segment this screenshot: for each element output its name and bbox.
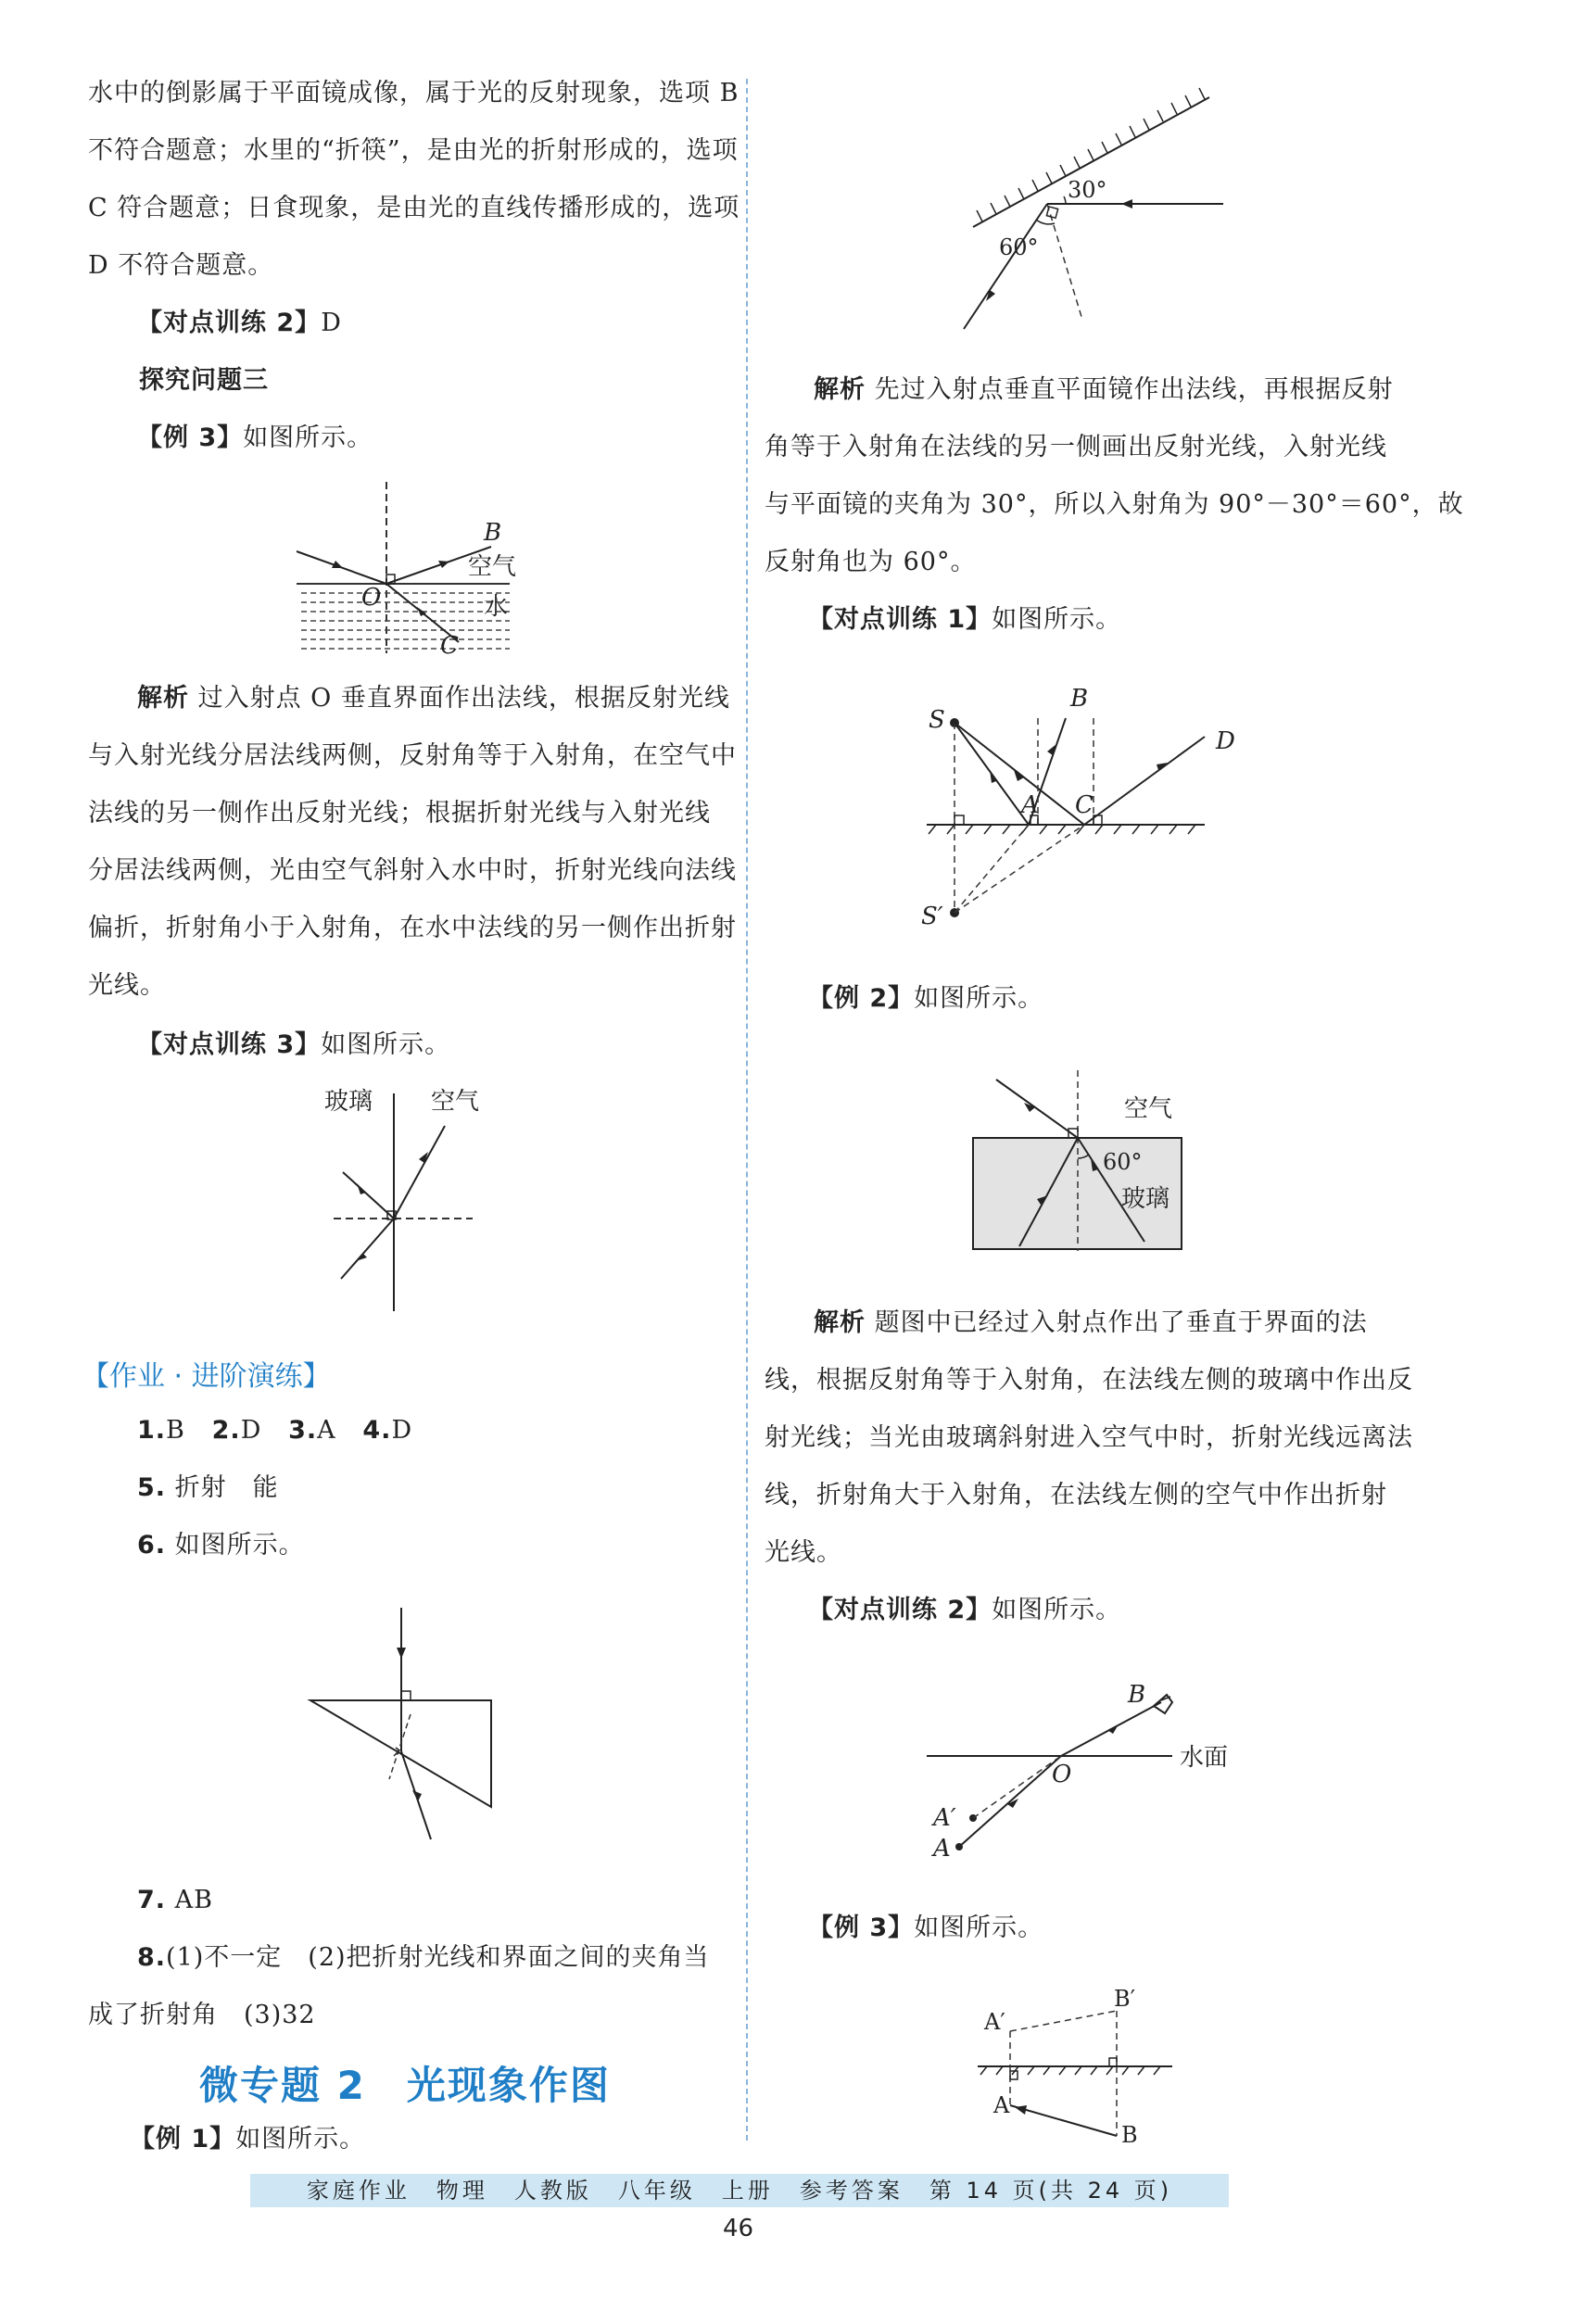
label-c: C	[440, 632, 459, 660]
analysis-3-line: 射光线；当光由玻璃斜射进入空气中时，折射光线远离法	[765, 1423, 1413, 1452]
label-o: O	[361, 584, 382, 612]
figure-mirror-reflection	[955, 88, 1251, 338]
label-c: C	[1075, 791, 1094, 819]
example-label: 【例 3】	[137, 423, 244, 452]
label-air: 空气	[1124, 1095, 1173, 1123]
figure-mirror-image-ab	[973, 1983, 1186, 2150]
label-60-degrees: 60°	[1103, 1149, 1143, 1175]
practice-1-heading	[808, 605, 1121, 635]
label-a: A	[1021, 791, 1039, 819]
answer-8-continued: 成了折射角 (3)32	[88, 2001, 316, 2029]
analysis-1-line: 与入射光线分居法线两侧，反射角等于入射角，在空气中	[88, 741, 737, 770]
paragraph-line: D 不符合题意。	[88, 251, 274, 280]
label-b: B	[1128, 1681, 1146, 1709]
analysis-2-line: 角等于入射角在法线的另一侧画出反射光线，入射光线	[765, 433, 1387, 461]
answer-text: D	[321, 309, 342, 337]
label-a-prime: A′	[984, 2009, 1005, 2035]
example-label: 【例 1】	[130, 2125, 236, 2153]
practice-text: 如图所示。	[992, 605, 1122, 634]
answer-7	[137, 1886, 213, 1915]
analysis-text: 先过入射点垂直平面镜作出法线，再根据反射	[874, 375, 1394, 404]
figure-glass-block-refraction	[968, 1066, 1200, 1260]
practice-2-heading	[808, 1596, 1121, 1625]
label-a: A	[993, 2092, 1010, 2118]
analysis-2-line: 与平面镜的夹角为 30°，所以入射角为 90°－30°＝60°，故	[765, 490, 1464, 519]
example-1-heading	[130, 2125, 365, 2154]
label-s: S	[929, 706, 945, 734]
label-glass: 玻璃	[1121, 1185, 1170, 1213]
paragraph-line: 不符合题意；水里的“折筷”，是由光的折射形成的，选项	[88, 136, 739, 165]
example-text: 如图所示。	[914, 1914, 1044, 1942]
label-d: D	[1216, 727, 1235, 755]
analysis-1-line: 分居法线两侧，光由空气斜射入水中时，折射光线向法线	[88, 856, 737, 885]
example-text: 如图所示。	[914, 984, 1044, 1013]
analysis-2-line	[814, 375, 1394, 405]
answer-value: 折射 能	[174, 1473, 279, 1502]
practice-2-answer	[137, 309, 342, 338]
answer-value: D	[240, 1416, 262, 1445]
answers-row	[137, 1416, 412, 1446]
page-number: 46	[723, 2215, 754, 2242]
analysis-3-line: 光线。	[765, 1538, 842, 1567]
paragraph-line: 水中的倒影属于平面镜成像，属于光的反射现象，选项 B	[88, 79, 740, 107]
analysis-label: 解析	[137, 684, 189, 713]
figure-triangle-prism	[301, 1603, 514, 1844]
label-30-degrees: 30°	[1068, 177, 1107, 203]
practice-label: 【对点训练 3】	[137, 1030, 322, 1059]
practice-text: 如图所示。	[321, 1030, 451, 1059]
figure-water-surface-refraction	[922, 1673, 1256, 1872]
special-topic-title: 微专题 2 光现象作图	[199, 2063, 611, 2108]
answer-value: AB	[174, 1886, 213, 1914]
label-air: 空气	[431, 1088, 480, 1116]
homework-section-title: 【作业 · 进阶演练】	[82, 1360, 331, 1393]
practice-label: 【对点训练 1】	[808, 605, 992, 634]
label-b: B	[484, 519, 502, 547]
label-o: O	[1052, 1761, 1072, 1788]
label-60-degrees: 60°	[999, 234, 1039, 260]
example-2-heading	[808, 984, 1043, 1014]
label-b: B	[1070, 685, 1089, 713]
answer-5	[137, 1473, 279, 1503]
label-a: A	[933, 1835, 951, 1863]
label-water: 水	[484, 593, 509, 621]
practice-label: 【对点训练 2】	[137, 309, 322, 337]
label-water-surface: 水面	[1180, 1744, 1229, 1772]
answer-number: 5.	[137, 1473, 167, 1502]
example-label: 【例 2】	[808, 984, 915, 1013]
section-heading: 探究问题三	[139, 366, 269, 395]
answer-value: D	[391, 1416, 413, 1445]
figure-glass-air-refraction	[315, 1080, 500, 1320]
answer-number: 8.	[137, 1943, 167, 1972]
analysis-1-line: 光线。	[88, 971, 166, 1000]
practice-label: 【对点训练 2】	[808, 1596, 992, 1624]
analysis-label: 解析	[814, 375, 866, 404]
analysis-1-line: 偏折，折射角小于入射角，在水中法线的另一侧作出折射	[88, 914, 737, 942]
analysis-3-line: 线，折射角大于入射角，在法线左侧的空气中作出折射	[765, 1481, 1387, 1509]
label-b: B	[1121, 2122, 1138, 2148]
paragraph-line: C 符合题意；日食现象，是由光的直线传播形成的，选项	[88, 194, 740, 222]
practice-3-heading	[137, 1030, 450, 1060]
answer-value: A	[317, 1416, 336, 1445]
answer-value: 如图所示。	[174, 1531, 305, 1560]
answer-number: 6.	[137, 1531, 167, 1560]
example-label: 【例 3】	[808, 1914, 915, 1942]
answer-8	[137, 1943, 710, 1973]
answer-number: 3.	[288, 1416, 318, 1445]
analysis-1-line	[137, 684, 730, 714]
analysis-2-line: 反射角也为 60°。	[765, 548, 977, 576]
answer-value: B	[166, 1416, 185, 1445]
label-glass: 玻璃	[324, 1088, 373, 1116]
analysis-1-line: 法线的另一侧作出反射光线；根据折射光线与入射光线	[88, 799, 711, 827]
analysis-3-line: 线，根据反射角等于入射角，在法线左侧的玻璃中作出反	[765, 1366, 1413, 1395]
answer-number: 1.	[137, 1416, 167, 1445]
answer-number: 7.	[137, 1886, 167, 1914]
analysis-text: 题图中已经过入射点作出了垂直于界面的法	[874, 1308, 1368, 1337]
answer-number: 2.	[211, 1416, 241, 1445]
analysis-text: 过入射点 O 垂直界面作出法线，根据反射光线	[197, 684, 730, 713]
example-3-heading-right	[808, 1914, 1043, 1943]
example-3-heading	[137, 423, 373, 453]
analysis-label: 解析	[814, 1308, 866, 1337]
label-s-prime: S′	[921, 903, 943, 930]
label-air: 空气	[468, 553, 517, 581]
answer-6	[137, 1531, 305, 1560]
label-a-prime: A′	[933, 1804, 956, 1832]
answer-number: 4.	[362, 1416, 392, 1445]
answer-value: (1)不一定 (2)把折射光线和界面之间的夹角当	[166, 1943, 710, 1972]
example-text: 如图所示。	[243, 423, 373, 452]
figure-air-water-refraction	[278, 477, 537, 663]
analysis-3-line	[814, 1308, 1368, 1338]
practice-text: 如图所示。	[992, 1596, 1122, 1624]
column-divider	[746, 79, 748, 2141]
label-b-prime: B′	[1114, 1986, 1136, 2012]
figure-plane-mirror-image	[917, 681, 1260, 941]
page-footer: 家庭作业 物理 人教版 八年级 上册 参考答案 第 14 页(共 24 页)	[250, 2174, 1229, 2207]
example-text: 如图所示。	[235, 2125, 366, 2153]
